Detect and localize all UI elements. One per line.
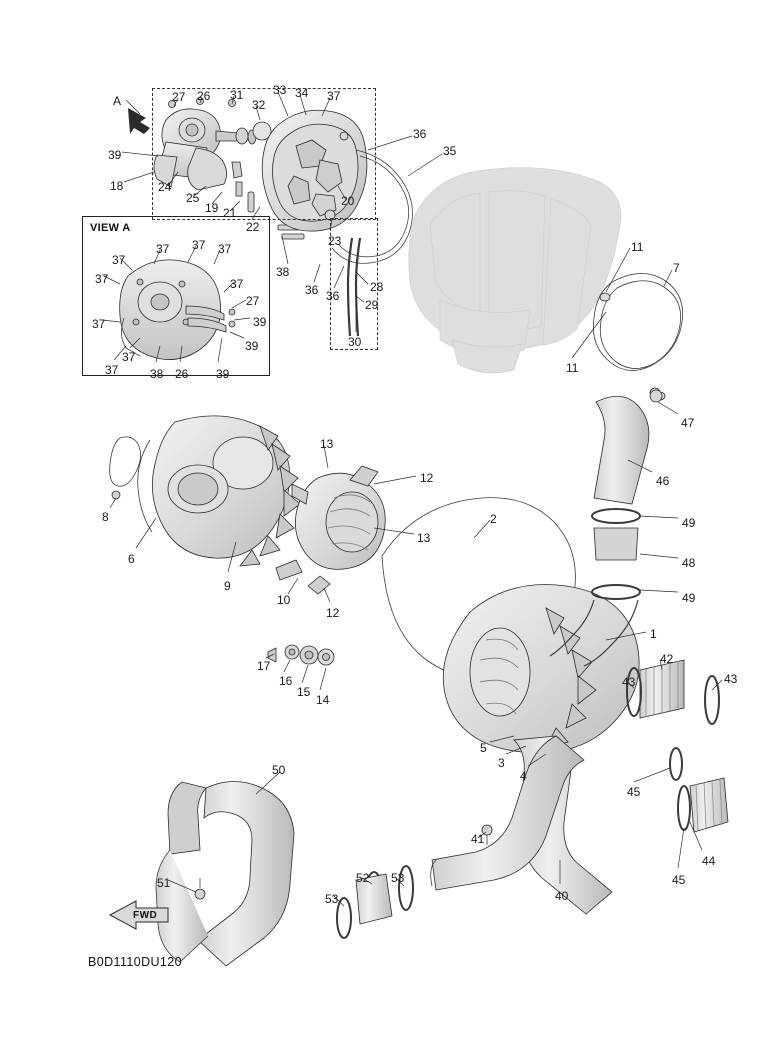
fwd-label: FWD [133, 910, 158, 921]
view-a-callout-37: 37 [192, 238, 206, 252]
callout-21: 21 [223, 206, 237, 220]
callout-38: 38 [276, 265, 290, 279]
callout-53: 53 [391, 871, 405, 885]
view-a-callout-37: 37 [92, 317, 106, 331]
callout-50: 50 [272, 763, 286, 777]
callout-45: 45 [627, 785, 641, 799]
view-a-callout-38: 38 [150, 367, 164, 381]
callout-36: 36 [413, 127, 427, 141]
callout-18: 18 [110, 179, 124, 193]
view-a-callout-37: 37 [95, 272, 109, 286]
callout-48: 48 [682, 556, 696, 570]
callout-13: 13 [417, 531, 431, 545]
callout-12: 12 [420, 471, 434, 485]
callout-39: 39 [108, 148, 122, 162]
callout-52: 52 [356, 871, 370, 885]
callout-12: 12 [326, 606, 340, 620]
callout-36: 36 [326, 289, 340, 303]
callout-29: 29 [365, 298, 379, 312]
callout-30: 30 [348, 335, 362, 349]
callout-47: 47 [681, 416, 695, 430]
callout-A: A [113, 94, 122, 108]
callout-2: 2 [490, 512, 497, 526]
callout-28: 28 [370, 280, 384, 294]
view-a-callout-37: 37 [105, 363, 119, 377]
callout-36: 36 [305, 283, 319, 297]
callout-11: 11 [566, 361, 579, 375]
callout-19: 19 [205, 201, 219, 215]
callout-9: 9 [224, 579, 231, 593]
view-a-callout-26: 26 [175, 367, 189, 381]
callout-53: 53 [325, 892, 339, 906]
callout-5: 5 [480, 741, 487, 755]
callout-44: 44 [702, 854, 716, 868]
callout-46: 46 [656, 474, 670, 488]
callout-33: 33 [273, 83, 287, 97]
view-a-callout-37: 37 [230, 277, 244, 291]
callout-31: 31 [230, 88, 244, 102]
callout-11: 11 [631, 240, 644, 254]
view-a-callout-37: 37 [122, 350, 136, 364]
callout-14: 14 [316, 693, 330, 707]
view-a-callout-39: 39 [253, 315, 267, 329]
callout-43: 43 [724, 672, 738, 686]
callout-6: 6 [128, 552, 135, 566]
callout-17: 17 [257, 659, 271, 673]
callout-42: 42 [660, 652, 674, 666]
view-a-label: VIEW A [90, 222, 131, 234]
callout-49: 49 [682, 591, 696, 605]
callout-27: 27 [172, 90, 186, 104]
callout-22: 22 [246, 220, 260, 234]
callout-51: 51 [157, 876, 171, 890]
callout-34: 34 [295, 86, 309, 100]
callout-1: 1 [650, 627, 657, 641]
view-a-callout-39: 39 [245, 339, 259, 353]
callout-49: 49 [682, 516, 696, 530]
diagram-part-number: B0D1110DU120 [88, 955, 182, 969]
view-a-callout-27: 27 [246, 294, 260, 308]
callout-35: 35 [443, 144, 457, 158]
callout-25: 25 [186, 191, 200, 205]
callout-32: 32 [252, 98, 266, 112]
callout-4: 4 [520, 769, 527, 783]
view-a-callout-37: 37 [156, 242, 170, 256]
callout-37: 37 [327, 89, 341, 103]
callout-13: 13 [320, 437, 334, 451]
callout-10: 10 [277, 593, 291, 607]
view-a-callout-39: 39 [216, 367, 230, 381]
callout-43: 43 [622, 675, 636, 689]
callout-20: 20 [341, 194, 355, 208]
callout-41: 41 [471, 832, 485, 846]
callout-15: 15 [297, 685, 311, 699]
callout-16: 16 [279, 674, 293, 688]
callout-7: 7 [673, 261, 680, 275]
callout-24: 24 [158, 180, 172, 194]
callout-26: 26 [197, 89, 211, 103]
callout-8: 8 [102, 510, 109, 524]
callout-3: 3 [498, 756, 505, 770]
callout-23: 23 [328, 234, 342, 248]
callout-45: 45 [672, 873, 686, 887]
view-a-callout-37: 37 [218, 242, 232, 256]
view-a-callout-37: 37 [112, 253, 126, 267]
callout-40: 40 [555, 889, 569, 903]
